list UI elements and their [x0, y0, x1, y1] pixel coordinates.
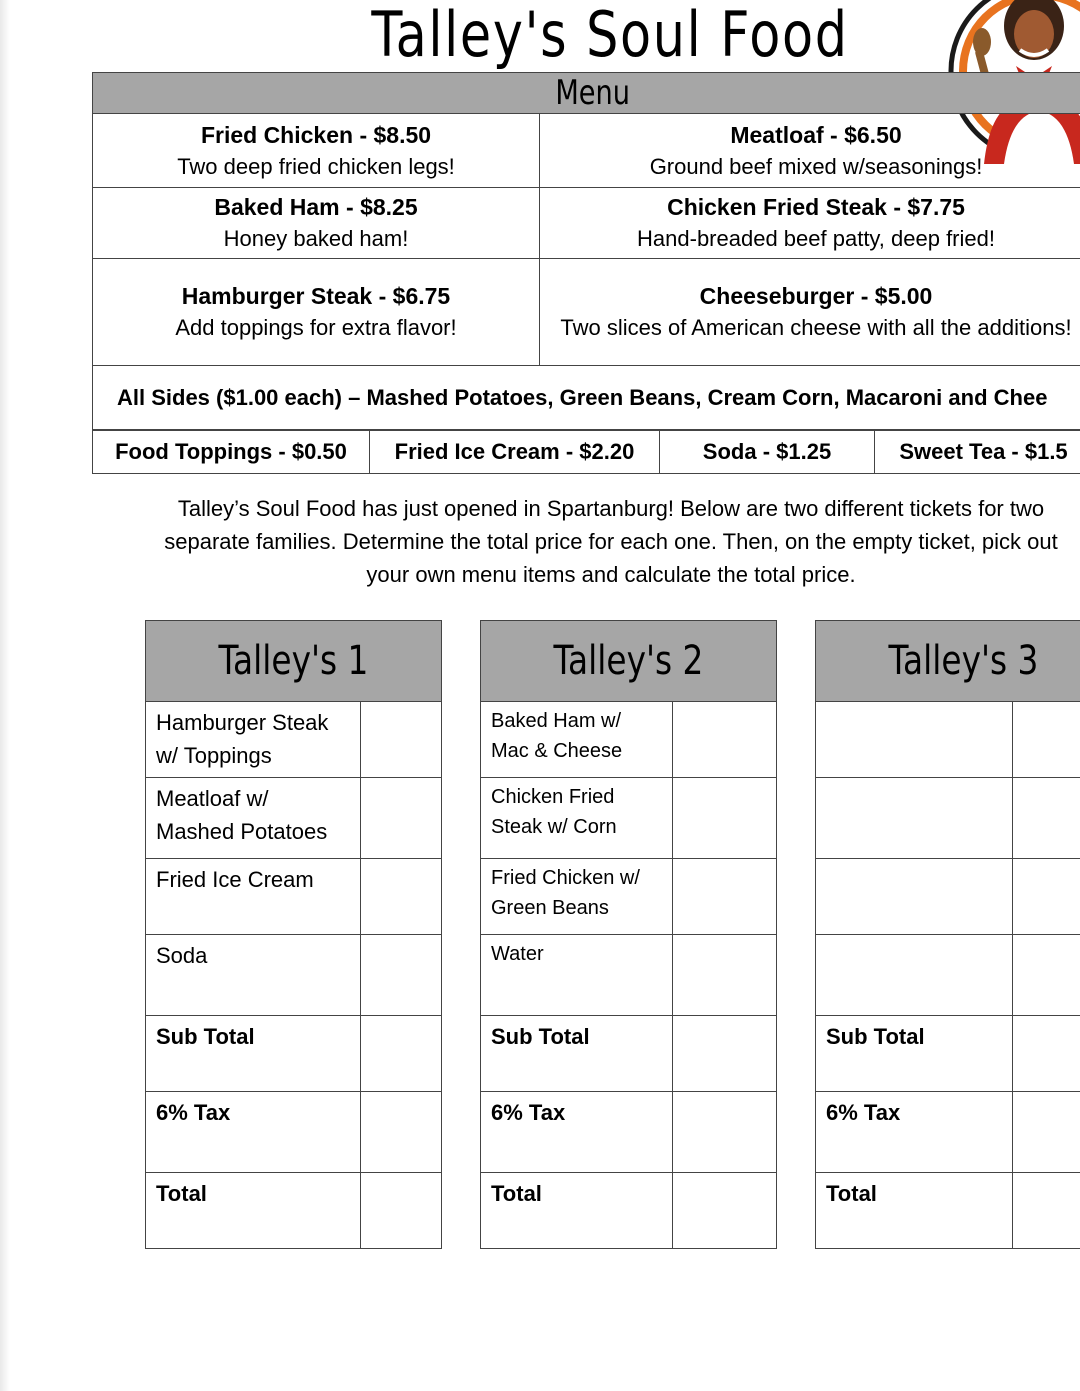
- menu-item-hamburger-steak: [93, 259, 540, 366]
- ticket-item-blank[interactable]: [816, 778, 1012, 786]
- ticket-item: Chicken Fried Steak w/ Corn: [491, 786, 617, 838]
- menu-item-name: Baked Ham - $8.25: [214, 194, 418, 220]
- ticket-item-blank[interactable]: [816, 702, 1012, 710]
- tax-cell[interactable]: [361, 1092, 442, 1173]
- total-cell[interactable]: [1013, 1173, 1080, 1249]
- menu-sides: All Sides ($1.00 each) – Mashed Potatoes, Green Beans, Cream Corn, Macaroni and Chee: [93, 366, 1080, 430]
- tax-label: 6% Tax: [826, 1100, 901, 1125]
- menu-item-baked-ham: [93, 188, 540, 259]
- menu-item-fried-chicken: [93, 114, 540, 188]
- menu-item-desc: Two deep fried chicken legs!: [177, 153, 455, 179]
- ticket-item: Fried Ice Cream: [156, 867, 314, 892]
- ticket-item: Soda: [156, 943, 208, 968]
- extra-fried-ice-cream: Fried Ice Cream - $2.20: [370, 431, 660, 474]
- page-title: Talley's Soul Food: [371, 0, 849, 71]
- menu-item-name: Chicken Fried Steak - $7.75: [667, 194, 965, 220]
- menu-item-desc: Add toppings for extra flavor!: [175, 315, 457, 340]
- ticket-item: Water: [491, 943, 544, 965]
- menu-table: [92, 72, 1080, 430]
- ticket-3: [815, 620, 1080, 1249]
- extra-sweet-tea: Sweet Tea - $1.5: [875, 431, 1080, 474]
- menu-section: [92, 72, 1080, 474]
- extra-food-toppings: Food Toppings - $0.50: [93, 431, 370, 474]
- ticket-item-blank[interactable]: [816, 935, 1012, 943]
- menu-item-meatloaf: [540, 114, 1080, 188]
- menu-item-desc: Hand-breaded beef patty, deep fried!: [637, 226, 995, 251]
- menu-extras-table: [92, 430, 1080, 474]
- menu-header: Menu: [93, 73, 1080, 114]
- ticket-1: [145, 620, 442, 1249]
- tax-cell[interactable]: [673, 1092, 777, 1173]
- total-cell[interactable]: [673, 1173, 777, 1249]
- price-cell[interactable]: [1013, 859, 1080, 935]
- tax-cell[interactable]: [1013, 1092, 1080, 1173]
- ticket-title: Talley's 1: [146, 621, 442, 702]
- subtotal-cell[interactable]: [1013, 1016, 1080, 1092]
- subtotal-label: Sub Total: [826, 1024, 925, 1049]
- price-cell[interactable]: [673, 859, 777, 935]
- ticket-item: Meatloaf w/ Mashed Potatoes: [156, 786, 328, 844]
- price-cell[interactable]: [361, 935, 442, 1016]
- ticket-item: Baked Ham w/ Mac & Cheese: [491, 710, 623, 762]
- menu-item-desc: Honey baked ham!: [223, 226, 409, 251]
- price-cell[interactable]: [1013, 778, 1080, 859]
- ticket-title: Talley's 3: [816, 621, 1080, 702]
- menu-item-name: Fried Chicken - $8.50: [200, 121, 432, 148]
- tax-label: 6% Tax: [156, 1100, 231, 1125]
- menu-item-name: Cheeseburger - $5.00: [699, 283, 933, 309]
- price-cell[interactable]: [1013, 702, 1080, 778]
- ticket-item: Hamburger Steak w/ Toppings: [156, 710, 329, 768]
- menu-item-desc: Ground beef mixed w/seasonings!: [649, 153, 983, 179]
- total-label: Total: [156, 1181, 207, 1206]
- ticket-3-clip: [815, 620, 1080, 1260]
- menu-item-chicken-fried-steak: [540, 188, 1080, 259]
- instructions-text: Talley’s Soul Food has just opened in Spartanburg! Below are two different tickets for two separate families. Determine the total price for each one. Then, on the empty ticket, pick out your own menu items and calculate the total price.: [164, 496, 1058, 587]
- ticket-item: Fried Chicken w/ Green Beans: [491, 867, 640, 919]
- price-cell[interactable]: [361, 778, 442, 859]
- total-cell[interactable]: [361, 1173, 442, 1249]
- subtotal-cell[interactable]: [673, 1016, 777, 1092]
- subtotal-label: Sub Total: [491, 1024, 590, 1049]
- price-cell[interactable]: [361, 859, 442, 935]
- subtotal-cell[interactable]: [361, 1016, 442, 1092]
- price-cell[interactable]: [1013, 935, 1080, 1016]
- ticket-2: [480, 620, 777, 1249]
- tax-label: 6% Tax: [491, 1100, 566, 1125]
- total-label: Total: [826, 1181, 877, 1206]
- total-label: Total: [491, 1181, 542, 1206]
- menu-item-desc: Two slices of American cheese with all the additions!: [560, 315, 1072, 340]
- menu-item-name: Hamburger Steak - $6.75: [181, 283, 451, 309]
- price-cell[interactable]: [361, 702, 442, 778]
- extra-soda: Soda - $1.25: [660, 431, 875, 474]
- subtotal-label: Sub Total: [156, 1024, 255, 1049]
- menu-item-cheeseburger: [540, 259, 1080, 366]
- ticket-item-blank[interactable]: [816, 859, 1012, 867]
- price-cell[interactable]: [673, 935, 777, 1016]
- price-cell[interactable]: [673, 702, 777, 778]
- menu-item-name: Meatloaf - $6.50: [730, 121, 902, 148]
- price-cell[interactable]: [673, 778, 777, 859]
- page-edge-shadow: [0, 0, 10, 1391]
- ticket-title: Talley's 2: [481, 621, 777, 702]
